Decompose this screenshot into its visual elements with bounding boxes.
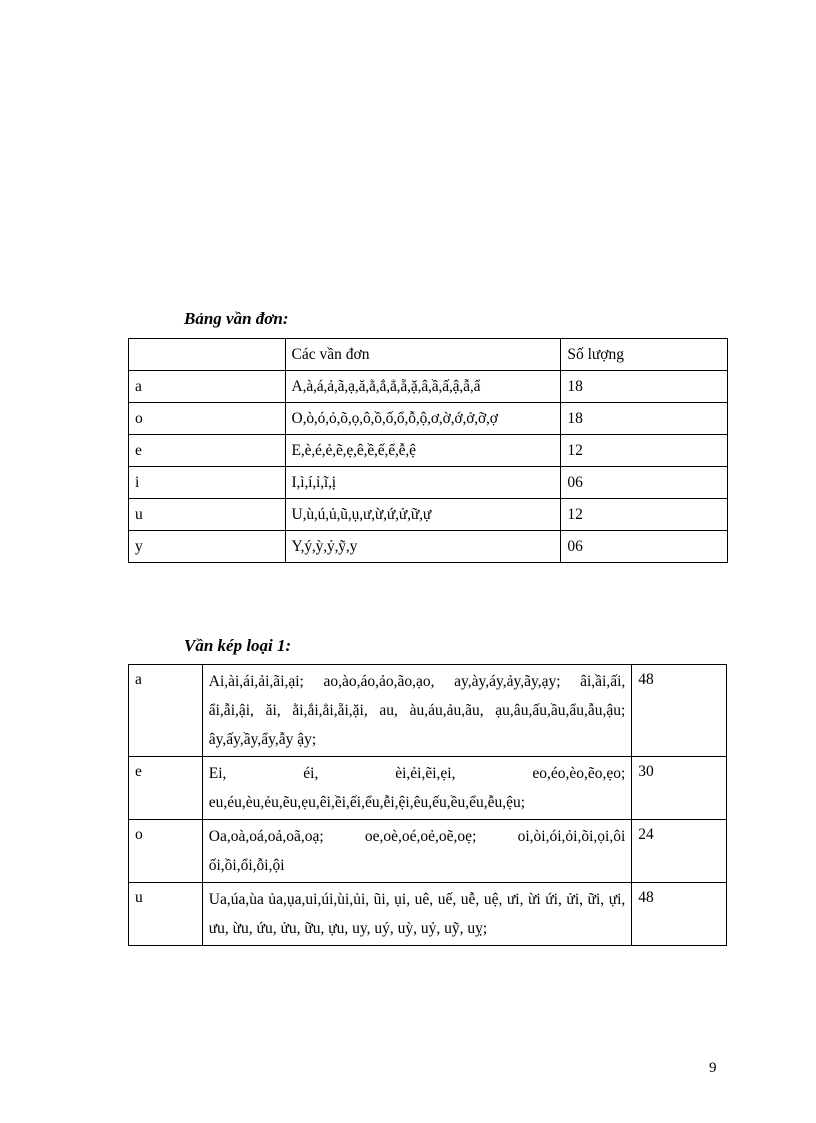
row-count: 30	[632, 757, 727, 820]
row-vowels: Ai,ài,ái,ải,ãi,ại; ao,ào,áo,ảo,ão,ạo, ay,ày,áy,ảy,ãy,ạy; âi,ầi,ấi, ẩi,ẫi,ậi, ăi, ằi,ắi,ẳi,ẵi,ặi, au, àu,áu,ảu,ãu, ạu,âu,ấu,ầu,ẩu,ẫu,ậu; ây,ấy,ầy,ẩy,ẫy ậy;	[202, 665, 632, 757]
header-cell-vowels: Các vần đơn	[285, 339, 561, 371]
header-cell-key	[129, 339, 286, 371]
table-row	[129, 467, 728, 499]
row-count: 48	[632, 883, 727, 946]
table-row	[129, 883, 727, 946]
table-row	[129, 371, 728, 403]
row-vowels: O,ò,ó,ỏ,õ,ọ,ô,ồ,ố,ổ,ỗ,ộ,ơ,ờ,ớ,ở,ỡ,ợ	[285, 403, 561, 435]
row-count: 12	[561, 435, 728, 467]
row-vowels: U,ù,ú,ủ,ũ,ụ,ư,ừ,ứ,ử,ữ,ự	[285, 499, 561, 531]
table-header-row	[129, 339, 728, 371]
double-vowel-table-heading: Vần kép loại 1:	[184, 636, 292, 655]
row-key: e	[129, 435, 286, 467]
row-vowels: A,à,á,ả,ã,ạ,ă,ằ,ắ,ẳ,ẵ,ặ,â,ầ,ấ,ậ,ẫ,ẩ	[285, 371, 561, 403]
row-key: u	[129, 883, 203, 946]
double-vowel-table	[128, 664, 727, 946]
table-row	[129, 757, 727, 820]
header-cell-count: Số lượng	[561, 339, 728, 371]
row-count: 18	[561, 371, 728, 403]
row-vowels: Y,ý,ỳ,ỷ,ỹ,y	[285, 531, 561, 563]
row-key: i	[129, 467, 286, 499]
row-count: 06	[561, 467, 728, 499]
row-key: a	[129, 665, 203, 757]
single-vowel-table-heading: Bảng vần đơn:	[184, 309, 289, 328]
table-row	[129, 403, 728, 435]
table-row	[129, 665, 727, 757]
row-count: 12	[561, 499, 728, 531]
row-count: 06	[561, 531, 728, 563]
row-key: u	[129, 499, 286, 531]
row-count: 18	[561, 403, 728, 435]
row-key: o	[129, 820, 203, 883]
row-vowels: Ei, éi, èi,ẻi,ẽi,ẹi, eo,éo,èo,ẽo,ẹo; eu,éu,èu,ẻu,ẽu,ẹu,êi,ềi,ếi,ểu,ễi,ệi,êu,ếu,ều,ểu,ễu,ệu;	[202, 757, 632, 820]
table-row	[129, 820, 727, 883]
row-key: e	[129, 757, 203, 820]
row-vowels: I,ì,í,ỉ,ĩ,ị	[285, 467, 561, 499]
table-row	[129, 499, 728, 531]
row-key: o	[129, 403, 286, 435]
row-vowels: Oa,oà,oá,oả,oã,oạ; oe,oè,oé,oẻ,oẽ,oẹ; oi,òi,ói,ỏi,õi,ọi,ôi ối,ồi,ổi,ỗi,ội	[202, 820, 632, 883]
row-vowels: Ua,úa,ùa ủa,ụa,ui,úi,ùi,ủi, ũi, ụi, uê, uế, uễ, uệ, ưi, ừi ứi, ửi, ữi, ựi, ưu, ừu, ứu, ửu, ữu, ựu, uy, uý, uỳ, uỷ, uỹ, uỵ;	[202, 883, 632, 946]
row-key: y	[129, 531, 286, 563]
table-row	[129, 435, 728, 467]
page-number: 9	[709, 1060, 717, 1076]
row-count: 24	[632, 820, 727, 883]
row-count: 48	[632, 665, 727, 757]
row-key: a	[129, 371, 286, 403]
table-row	[129, 531, 728, 563]
single-vowel-table	[128, 338, 728, 563]
row-vowels: E,è,é,ẻ,ẽ,ẹ,ê,ề,ế,ể,ễ,ệ	[285, 435, 561, 467]
